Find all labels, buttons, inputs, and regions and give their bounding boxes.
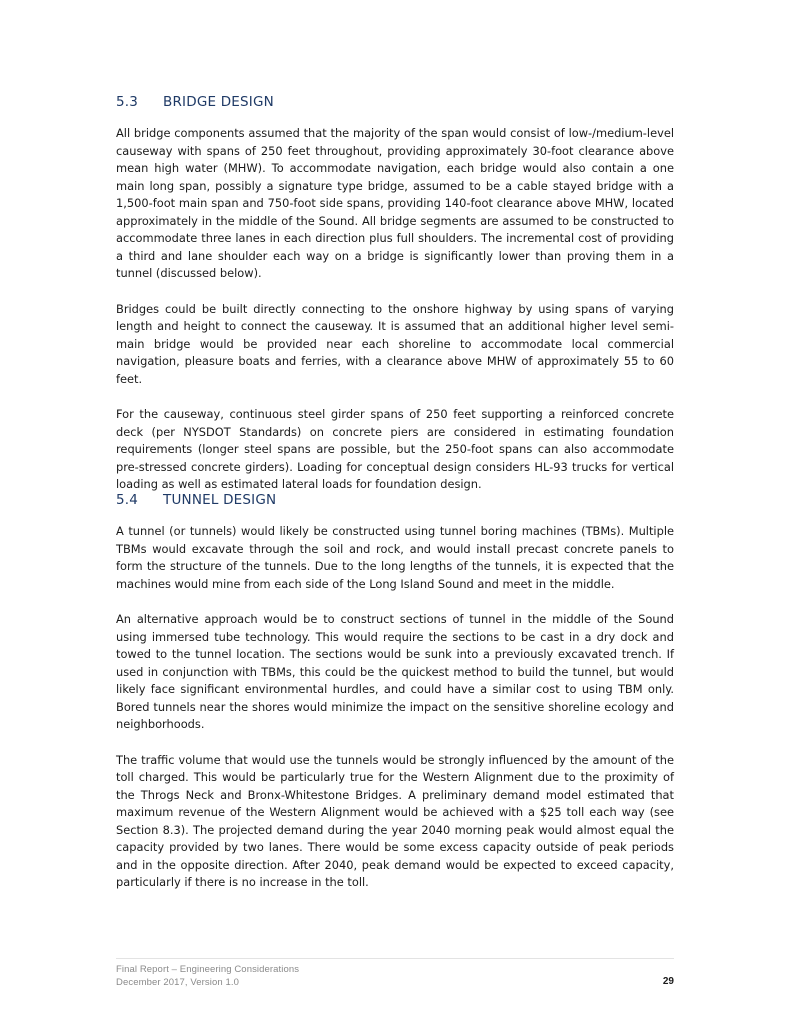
footer-divider [116,958,674,959]
section-bridge-design [116,91,674,512]
section-heading [116,489,674,511]
section-heading [116,91,674,113]
paragraph: The traffic volume that would use the tunnels would be strongly influenced by the amount of the toll charged. This would be particularly true for the Western Alignment due to the proximity of the Throgs Neck and Bronx-Whitestone Bridges. A preliminary demand model estimated that maximum revenue of the Western Alignment would be achieved with a $25 toll each way (see Section 8.3). The projected demand during the year 2040 morning peak would almost equal the capacity provided by two lanes. There would be some excess capacity outside of peak periods and in the opposite direction. After 2040, peak demand would be expected to exceed capacity, particularly if there is no increase in the toll. [116,752,674,889]
page-number: 29 [662,976,674,987]
paragraph: All bridge components assumed that the majority of the span would consist of low-/medium-level causeway with spans of 250 feet throughout, providing approximately 30-foot clearance above mean high water (MHW). To accommodate navigation, each bridge would also contain a one main long span, possibly a signature type bridge, assumed to be a cable stayed bridge with a 1,500-foot main span and 750-foot side spans, providing 140-foot clearance above MHW, located approximately in the middle of the Sound. All bridge segments are assumed to be constructed to accommodate three lanes in each direction plus full shoulders. The incremental cost of providing a third and lane shoulder each way on a bridge is significantly lower than proving them in a tunnel (discussed below). [116,126,674,280]
footer-report-title: Final Report – Engineering Considerations [116,964,300,975]
paragraph: A tunnel (or tunnels) would likely be constructed using tunnel boring machines (TBMs). Multiple TBMs would excavate through the soil and rock, and would install precast concrete panels to form the structure of the tunnels. Due to the long lengths of the tunnels, it is expected that the machines would mine from each side of the Long Island Sound and meet in the middle. [116,524,674,591]
section-title: BRIDGE DESIGN [163,94,274,110]
section-tunnel-design [116,489,674,910]
footer-version: December 2017, Version 1.0 [116,977,240,988]
paragraph: Bridges could be built directly connecting to the onshore highway by using spans of varying length and height to connect the causeway. It is assumed that an additional higher level semi-main bridge would be provided near each shoreline to accommodate local commercial navigation, pleasure boats and ferries, with a clearance above MHW of approximately 55 to 60 feet. [116,301,674,386]
paragraph: An alternative approach would be to construct sections of tunnel in the middle of the Sound using immersed tube technology. This would require the sections to be cast in a dry dock and towed to the tunnel location. The sections would be sunk into a previously excavated trench. If used in conjunction with TBMs, this could be the quickest method to build the tunnel, but would likely face significant environmental hurdles, and could have a similar cost to using TBM only. Bored tunnels near the shores would minimize the impact on the sensitive shoreline ecology and neighborhoods. [116,612,674,731]
section-title: TUNNEL DESIGN [163,492,277,508]
footer-text [116,963,299,989]
paragraph: For the causeway, continuous steel girder spans of 250 feet supporting a reinforced concrete deck (per NYSDOT Standards) on concrete piers are considered in estimating foundation requirements (longer steel spans are possible, but the 250-foot spans can also accommodate pre-stressed concrete girders). Loading for conceptual design considers HL-93 trucks for vertical loading as well as estimated lateral loads for foundation design. [116,407,674,491]
section-number: 5.4 [116,492,139,508]
section-number: 5.3 [116,94,139,110]
